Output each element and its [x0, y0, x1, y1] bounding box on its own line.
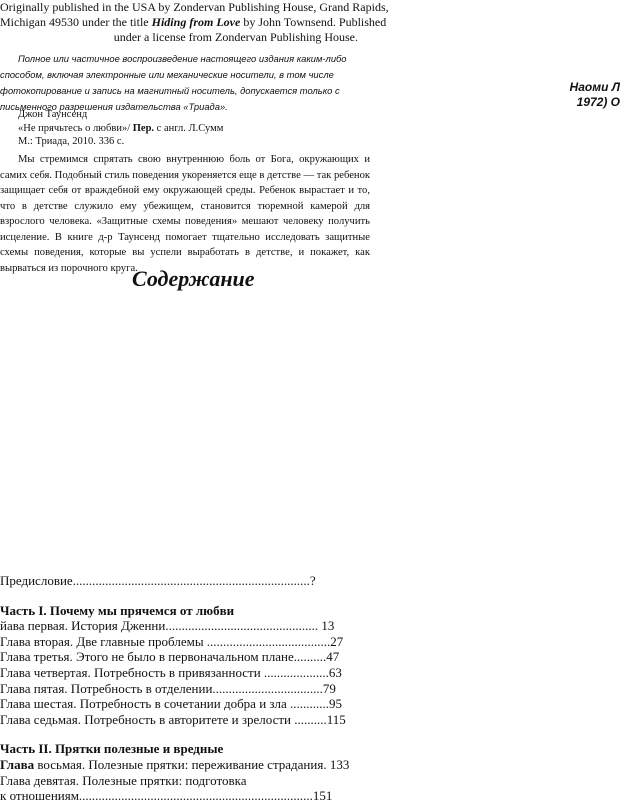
- toc-entry: [0, 757, 360, 773]
- side-note-line-1: Наоми Л: [569, 80, 620, 94]
- toc-entry: Глава девятая. Полезные прятки: подготовка: [0, 772, 247, 788]
- toc-part-1: Часть I. Почему мы прячемся от любви: [0, 602, 235, 618]
- table-of-contents: [0, 573, 360, 804]
- toc-entry: Глава шестая. Потребность в сочетании добра и зла ............95: [0, 696, 343, 712]
- toc-title: Содержание: [132, 266, 255, 291]
- license-line: способом, включая электронные или механические носители, в том числе: [0, 69, 334, 80]
- publication-line-2-end: by John Townsend. Published: [240, 15, 387, 29]
- toc-entry: Глава четвертая. Потребность в привязанности ....................63: [0, 664, 342, 680]
- license-line: фотокопирование и запись на магнитный носитель, допускается только с: [0, 85, 340, 96]
- toc-part-2: Часть II. Прятки полезные и вредные: [0, 741, 224, 757]
- biblio-title-text: «Не прячьтесь о любви»/: [18, 122, 133, 134]
- bibliographic-record: [18, 108, 223, 149]
- biblio-author: Джон Таунсенд: [18, 109, 88, 120]
- toc-entry: Глава вторая. Две главные проблемы ......................................27: [0, 633, 344, 649]
- toc-preface: Предисловие.........................................................................?: [0, 573, 316, 588]
- biblio-translator: с англ. Л.Сумм: [154, 122, 224, 134]
- license-line: письменного разрешения издательства «Триада».: [0, 101, 228, 112]
- toc-entry: к отношениям........................................................................151: [0, 788, 333, 804]
- license-notice: [0, 51, 372, 115]
- side-note: [570, 80, 620, 110]
- biblio-title: [18, 122, 223, 136]
- toc-entry-rest: восьмая. Полезные прятки: переживание страдания. 133: [34, 756, 350, 772]
- biblio-translation-label: Пер.: [132, 122, 155, 134]
- toc-entry: Глава седьмая. Потребность в авторитете и зрелости ..........115: [0, 711, 346, 727]
- biblio-imprint: М.: Триада, 2010. 336 с.: [18, 136, 125, 147]
- publication-line-2-start: Michigan 49530 under the title: [0, 15, 152, 29]
- toc-entry-bold-word: Глава: [0, 756, 35, 772]
- publication-line-2: [0, 15, 387, 30]
- publication-line-3: under a license from Zondervan Publishing House.: [113, 30, 358, 44]
- toc-entry: йава первая. История Дженни............................................... 13: [0, 618, 335, 634]
- toc-entry: Глава пятая. Потребность в отделении..................................79: [0, 680, 336, 696]
- toc-entry: Глава третья. Этого не было в первоначальном плане..........47: [0, 649, 340, 665]
- original-title: Hiding from Love: [151, 15, 241, 29]
- book-abstract: Мы стремимся спрятать свою внутреннюю боль от Бога, окружающих и самих себя. Подобный стиль поведения укореняется еще в детстве — так ребенок защищает себя от враждебной ему окружающей среды. Ребенок вырастает и то, что в детстве служило ему убежищем, становится тюремной камерой для взрослого человека. «Защитные схемы поведения» мешают человеку получить исцеление. В книге д-р Таунсенд помогает тщательно исследовать защитные схемы поведения, которые вы успели выработать в детстве, и покажет, как вырваться из порочного круга.: [0, 154, 371, 274]
- publication-line-1: Originally published in the USA by Zondervan Publishing House, Grand Rapids,: [0, 0, 389, 14]
- side-note-line-2: 1972) О: [576, 95, 620, 109]
- publication-notice: [0, 0, 389, 45]
- license-line: Полное или частичное воспроизведение настоящего издания каким-либо: [18, 53, 347, 64]
